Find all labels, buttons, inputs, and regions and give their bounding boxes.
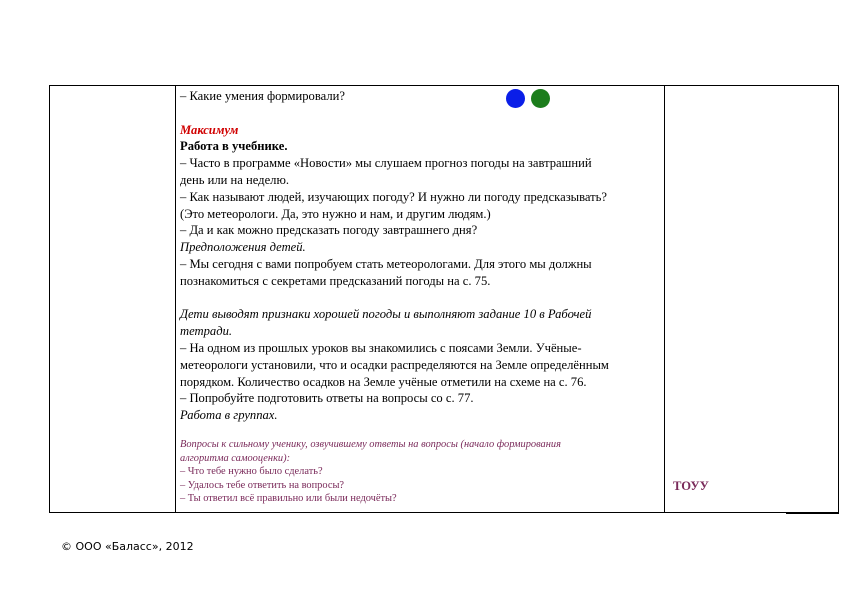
content-column (176, 86, 665, 513)
text-line-italic: Дети выводят признаки хорошей погоды и выполняют задание 10 в Рабочей (180, 307, 592, 322)
text-line: познакомиться с секретами предсказаний погоды на с. 75. (180, 273, 491, 288)
text-line: (Это метеорологи. Да, это нужно и нам, и другим людям.) (180, 206, 491, 221)
small-text-line: алгоритма самооценки): (180, 452, 291, 464)
table-bottom-border (49, 512, 789, 513)
uud-label: ТОУУ (673, 479, 709, 493)
text-line: – Как называют людей, изучающих погоду? И нужно ли погоду предсказывать? (180, 189, 608, 204)
text-line: – Часто в программе «Новости» мы слушаем прогноз погоды на завтрашний (180, 156, 592, 171)
text-line-italic: тетради. (180, 324, 233, 339)
text-line: порядком. Количество осадков на Земле учёные отметили на схеме на с. 76. (180, 374, 587, 389)
small-text-line: – Удалось тебе ответить на вопросы? (180, 479, 345, 491)
copyright-footer: © ООО «Баласс», 2012 (61, 540, 194, 553)
heading-maximum: Максимум (180, 122, 239, 137)
text-line: метеорологи установили, что и осадки распределяются на Земле определённым (180, 357, 609, 372)
text-line-italic: Предположения детей. (180, 240, 306, 255)
text-line: – Да и как можно предсказать погоду завтрашнего дня? (180, 223, 478, 238)
table-bottom-border-segment (786, 512, 839, 514)
small-text-line: – Что тебе нужно было сделать? (180, 466, 323, 478)
text-line-italic: Работа в группах. (180, 408, 278, 423)
uud-column (665, 86, 839, 513)
text-line: день или на неделю. (180, 172, 290, 187)
small-text-line: Вопросы к сильному ученику, озвучившему ответы на вопросы (начало формирования (180, 438, 561, 450)
heading-textbook-work: Работа в учебнике. (180, 139, 288, 154)
question-skills: – Какие умения формировали? (180, 89, 345, 103)
green-circle-icon (531, 89, 550, 108)
text-line: – На одном из прошлых уроков вы знакомились с поясами Земли. Учёные- (180, 340, 582, 355)
text-line: – Мы сегодня с вами попробуем стать метеорологами. Для этого мы должны (180, 256, 592, 271)
color-dots (506, 90, 550, 109)
small-text-line: – Ты ответил всё правильно или были недочёты? (180, 493, 397, 505)
blue-circle-icon (506, 89, 525, 108)
lesson-table (49, 85, 839, 513)
stage-column (50, 86, 176, 513)
text-line: – Попробуйте подготовить ответы на вопросы со с. 77. (180, 391, 474, 406)
